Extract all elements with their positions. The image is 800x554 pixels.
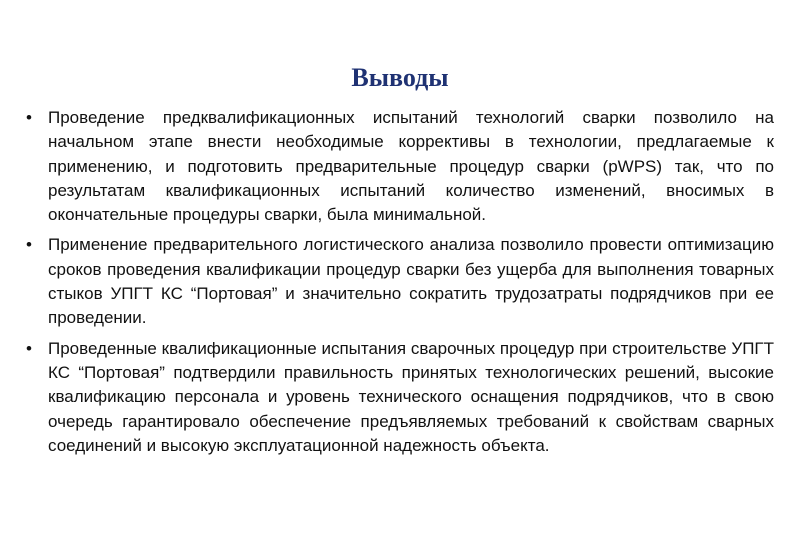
list-item-text: Проведенные квалификационные испытания сварочных процедур при строительстве УПГТ КС “Портовая” подтвердили правильность принятых технологических решений, высокие квалификацию персонала и уровень технического оснащения подрядчиков, что в свою очередь гарантировало обеспечение предъявляемых требований к свойствам сварных соединений и высокую эксплуатационной надежность объекта. (48, 338, 774, 455)
bullet-icon: • (26, 108, 32, 127)
bullet-icon: • (26, 338, 32, 358)
list-item (26, 233, 774, 330)
slide-title: Выводы (351, 63, 449, 92)
conclusions-list (26, 106, 774, 464)
bullet-icon: • (26, 235, 32, 255)
list-item-text: Проведение предквалификационных испытаний технологий сварки позволило на начальном этапе внести необходимые коррективы в технологии, предлагаемые к применению, и подготовить предварительные процедур сварки (pWPS) так, что по результатам квалификационных испытаний количество изменений, вносимых в окончательные процедуры сварки, была минимальной. (48, 108, 774, 225)
list-item (26, 337, 774, 458)
list-item-text: Применение предварительного логистического анализа позволило провести оптимизацию сроков проведения квалификации процедур сварки без ущерба для выполнения товарных стыков УПГТ КС “Портовая” и значительно сократить трудозатраты подрядчиков при ее проведении. (48, 235, 774, 328)
list-item (26, 106, 774, 227)
